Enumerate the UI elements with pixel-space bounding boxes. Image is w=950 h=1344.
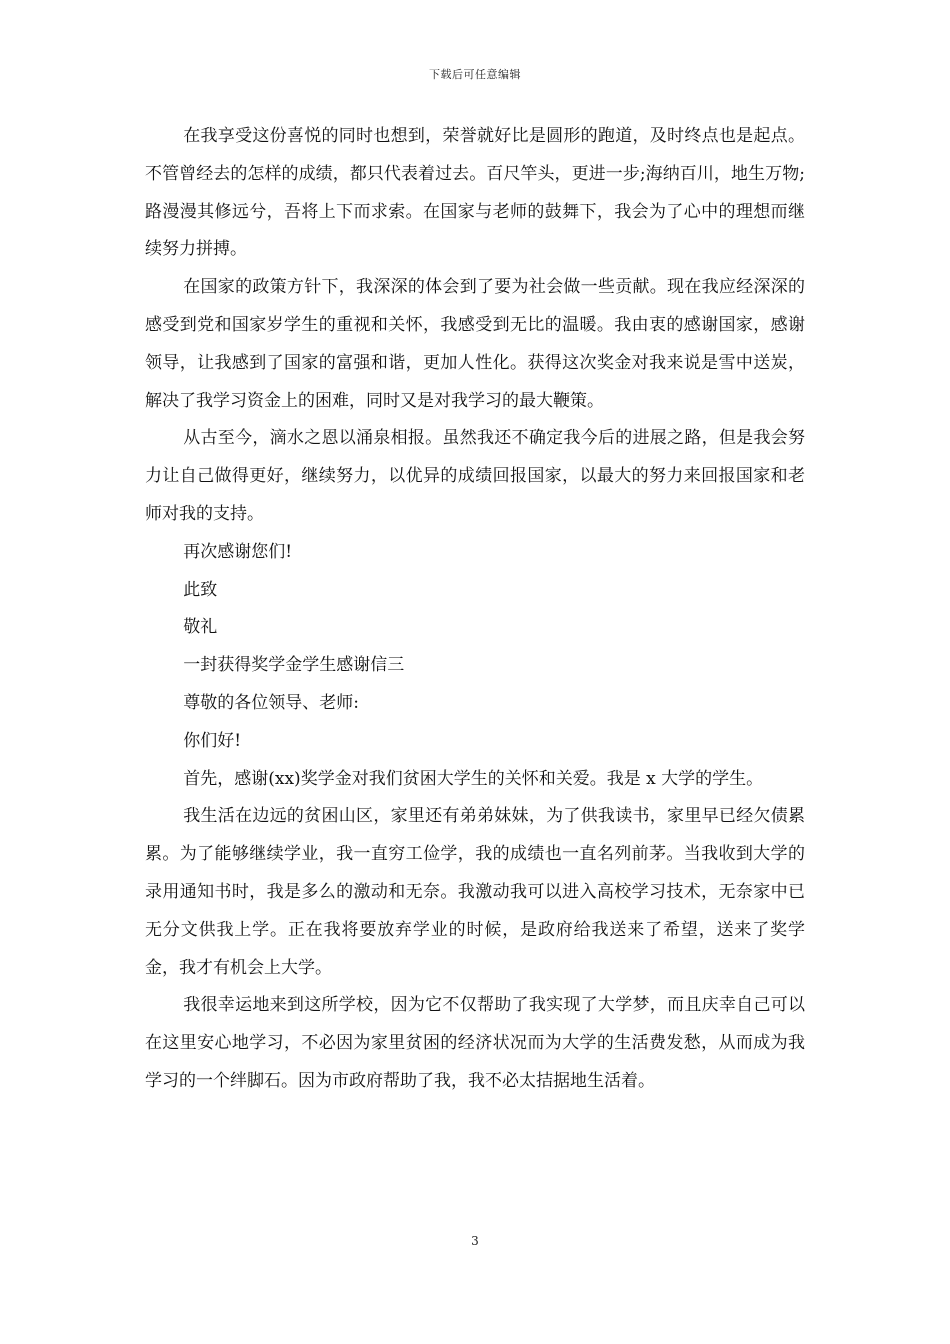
paragraph-salutation-cizhi: 此致 [183, 579, 218, 600]
letter-body [145, 118, 805, 1101]
paragraph-national-policy: 在国家的政策方针下，我深深的体会到了要为社会做一些贡献。现在我应经深深的感受到党和国家岁学生的重视和关怀，我感受到无比的温暖。我由衷的感谢国家，感谢领导，让我感到了国家的富强和谐，更加人性化。获得这次奖金对我来说是雪中送炭，解决了我学习资金上的困难，同时又是对我学习的最大鞭策。 [145, 277, 805, 411]
letter-greeting-hello: 你们好! [183, 730, 242, 751]
paragraph-repay-gratitude: 从古至今，滴水之恩以涌泉相报。虽然我还不确定我今后的进展之路，但是我会努力让自己做得更好，继续努力，以优异的成绩回报国家，以最大的努力来回报国家和老师对我的支持。 [145, 428, 805, 524]
paragraph-honor-reflection: 在我享受这份喜悦的同时也想到，荣誉就好比是圆形的跑道，及时终点也是起点。不管曾经去的怎样的成绩，都只代表着过去。百尺竿头，更进一步;海纳百川，地生万物;路漫漫其修远兮，吾将上下而求索。在国家与老师的鼓舞下，我会为了心中的理想而继续努力拼搏。 [145, 126, 805, 260]
letter-title-three: 一封获得奖学金学生感谢信三 [183, 655, 405, 676]
page-number: 3 [471, 1234, 479, 1248]
paragraph-salutation-jingli: 敬礼 [183, 617, 218, 638]
page-header-note: 下载后可任意编辑 [429, 68, 521, 81]
paragraph-thanks-again: 再次感谢您们! [183, 541, 293, 562]
paragraph-first-thanks: 首先，感谢(xx)奖学金对我们贫困大学生的关怀和关爱。我是 x 大学的学生。 [183, 768, 764, 789]
paragraph-background: 我生活在边远的贫困山区，家里还有弟弟妹妹，为了供我读书，家里早已经欠债累累。为了能够继续学业，我一直穷工俭学，我的成绩也一直名列前茅。当我收到大学的录用通知书时，我是多么的激动和无奈。我激动我可以进入高校学习技术，无奈家中已无分文供我上学。正在我将要放弃学业的时候，是政府给我送来了希望，送来了奖学金，我才有机会上大学。 [145, 806, 805, 978]
letter-greeting-leaders: 尊敬的各位领导、老师: [183, 692, 359, 713]
paragraph-fortunate: 我很幸运地来到这所学校，因为它不仅帮助了我实现了大学梦，而且庆幸自己可以在这里安心地学习，不必因为家里贫困的经济状况而为大学的生活费发愁，从而成为我学习的一个绊脚石。因为市政府帮助了我，我不必太拮据地生活着。 [145, 995, 805, 1091]
